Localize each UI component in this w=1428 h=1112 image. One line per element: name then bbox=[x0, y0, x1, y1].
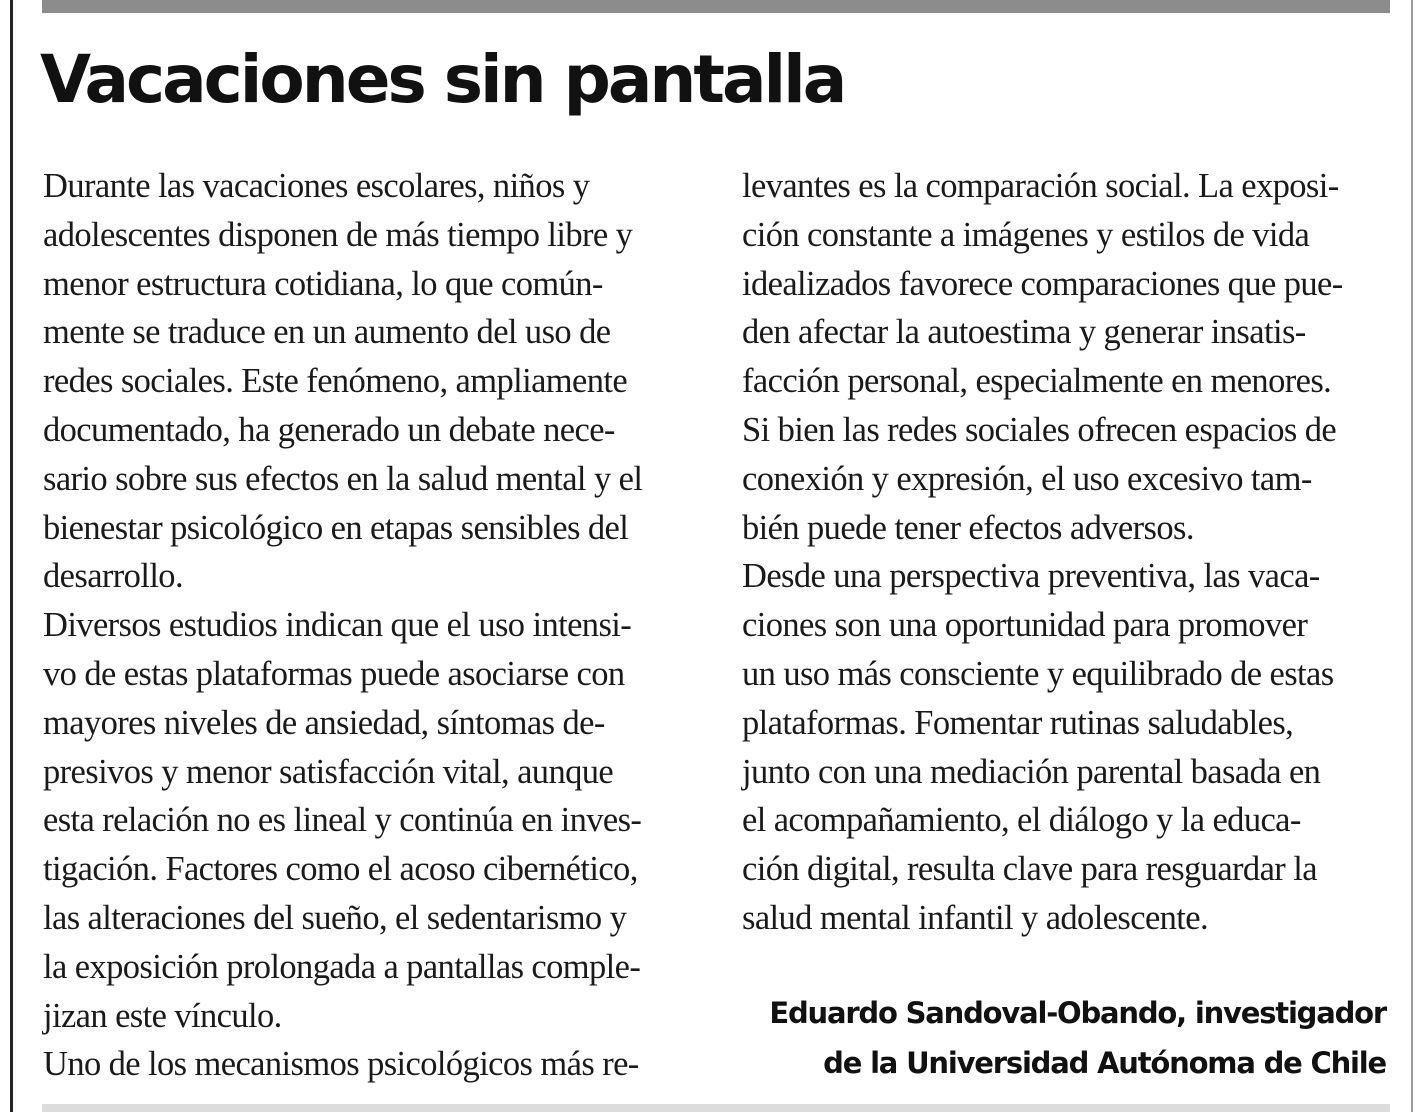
text-line: mente se traduce en un aumento del uso de bbox=[43, 313, 611, 352]
text-line: desarrollo. bbox=[43, 557, 183, 596]
right-border-rule bbox=[1411, 0, 1413, 1112]
text-line: adolescentes disponen de más tiempo libre y bbox=[43, 215, 633, 254]
text-line: salud mental infantil y adolescente. bbox=[742, 898, 1209, 937]
author-byline bbox=[769, 988, 1386, 1088]
headline: Vacaciones sin pantalla bbox=[40, 41, 845, 118]
text-line: den afectar la autoestima y generar insatis- bbox=[742, 313, 1306, 352]
text-line: menor estructura cotidiana, lo que común- bbox=[43, 264, 603, 303]
text-line: presivos y menor satisfacción vital, aunque bbox=[43, 752, 614, 791]
text-line: Si bien las redes sociales ofrecen espacios de bbox=[742, 410, 1337, 449]
text-line: bién puede tener efectos adversos. bbox=[742, 508, 1194, 547]
text-line: bienestar psicológico en etapas sensibles del bbox=[43, 508, 629, 547]
byline-author-line: Eduardo Sandoval-Obando, investigador bbox=[769, 996, 1386, 1030]
text-line: redes sociales. Este fenómeno, ampliamente bbox=[43, 362, 628, 401]
text-line: Desde una perspectiva preventiva, las vaca- bbox=[742, 557, 1320, 596]
text-line: conexión y expresión, el uso excesivo tam- bbox=[742, 459, 1312, 498]
article-column-left bbox=[43, 162, 693, 1089]
text-line: jizan este vínculo. bbox=[43, 996, 282, 1035]
left-border-rule bbox=[10, 0, 13, 1112]
text-line: vo de estas plataformas puede asociarse con bbox=[43, 654, 625, 693]
text-line: la exposición prolongada a pantallas comple- bbox=[43, 947, 641, 986]
text-line: junto con una mediación parental basada en bbox=[742, 752, 1321, 791]
text-line: las alteraciones del sueño, el sedentarismo y bbox=[43, 898, 627, 937]
text-line: mayores niveles de ansiedad, síntomas de- bbox=[43, 703, 605, 742]
text-line: idealizados favorece comparaciones que pue- bbox=[742, 264, 1343, 303]
byline-institution-line: de la Universidad Autónoma de Chile bbox=[823, 1046, 1386, 1080]
text-line: Durante las vacaciones escolares, niños y bbox=[43, 167, 590, 205]
text-line: levantes es la comparación social. La exposi- bbox=[742, 167, 1339, 205]
text-line: documentado, ha generado un debate nece- bbox=[43, 410, 615, 449]
text-line: tigación. Factores como el acoso cibernético, bbox=[43, 850, 638, 889]
text-line: plataformas. Fomentar rutinas saludables, bbox=[742, 703, 1294, 742]
text-line: un uso más consciente y equilibrado de estas bbox=[742, 654, 1334, 693]
bottom-divider bbox=[42, 1104, 1390, 1112]
text-line: ciones son una oportunidad para promover bbox=[742, 606, 1308, 645]
text-line: Uno de los mecanismos psicológicos más re- bbox=[43, 1045, 639, 1084]
text-line: sario sobre sus efectos en la salud mental y el bbox=[43, 459, 643, 498]
text-line: facción personal, especialmente en menores. bbox=[742, 362, 1332, 401]
text-line: ción digital, resulta clave para resguardar la bbox=[742, 850, 1317, 889]
text-line: el acompañamiento, el diálogo y la educa- bbox=[742, 801, 1301, 840]
text-line: ción constante a imágenes y estilos de vida bbox=[742, 215, 1310, 254]
text-line: esta relación no es lineal y continúa en inves- bbox=[43, 801, 642, 840]
article-column-right bbox=[742, 162, 1392, 943]
top-gray-bar bbox=[42, 0, 1390, 13]
text-line: Diversos estudios indican que el uso intensi- bbox=[43, 606, 632, 645]
